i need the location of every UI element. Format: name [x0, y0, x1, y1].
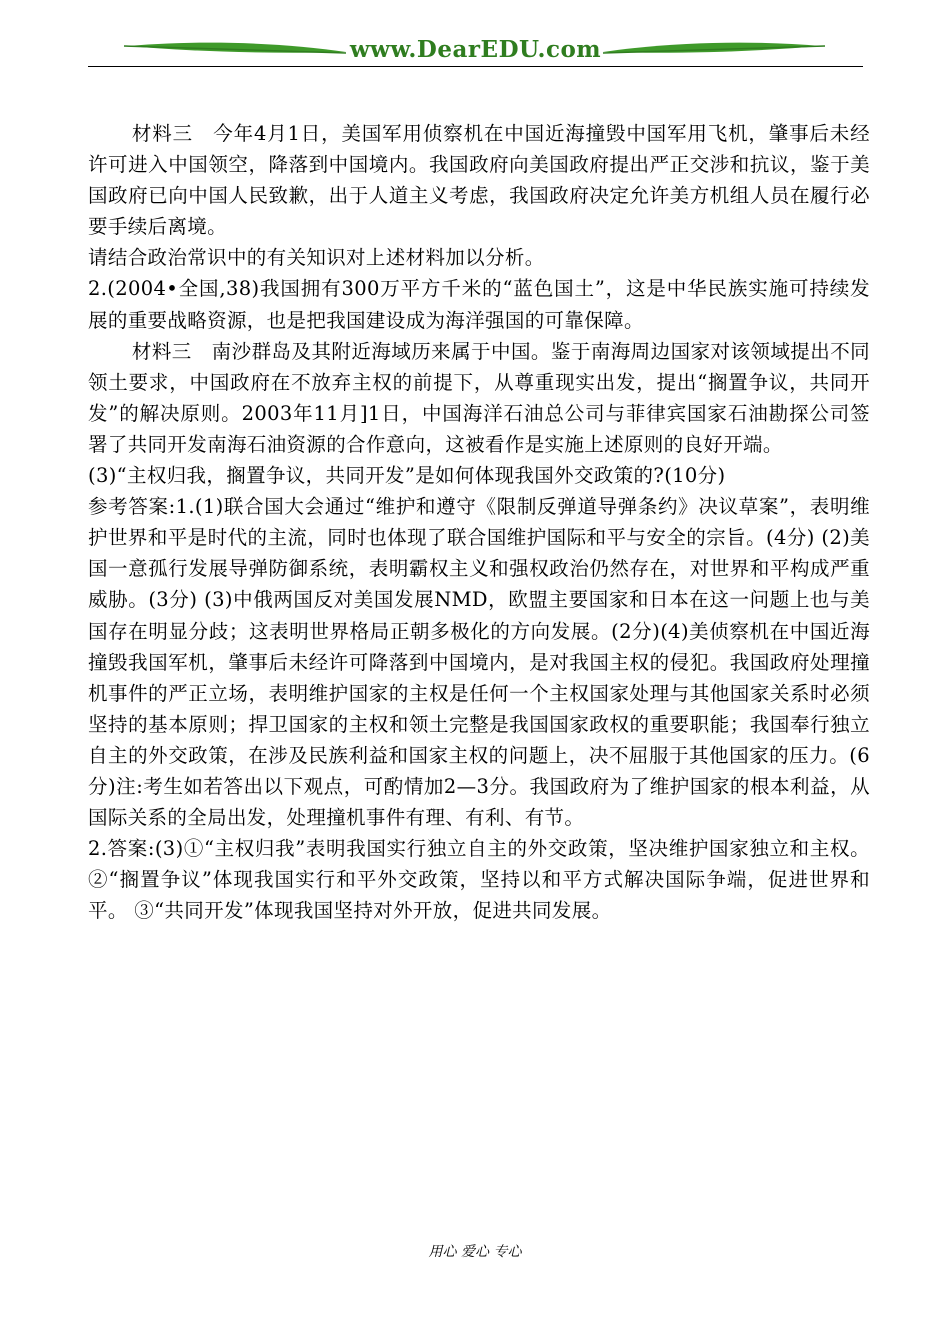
header-divider	[88, 66, 863, 67]
document-body	[88, 118, 870, 926]
question-two-intro: 2.(2004•全国,38)我国拥有300万平方千米的“蓝色国土”，这是中华民族实施可持续发展的重要战略资源，也是把我国建设成为海洋强国的可靠保障。	[88, 277, 870, 332]
reference-answer-one: 参考答案:1.(1)联合国大会通过“维护和遵守《限制反弹道导弹条约》决议草案”，表明维护世界和平是时代的主流，同时也体现了联合国维护国际和平与安全的宗旨。(4分) (2)美国一意孤行发展导弹防御系统，表明霸权主义和强权政治仍然存在，对世界和平构成严重威胁。(3分) (3)中俄两国反对美国发展NMD，欧盟主要国家和日本在这一问题上也与美国存在明显分歧；这表明世界格局正朝多极化的方向发展。(2分)(4)美侦察机在中国近海撞毁我国军机，肇事后未经许可降落到中国境内，是对我国主权的侵犯。我国政府处理撞机事件的严正立场，表明维护国家的主权是任何一个主权国家处理与其他国家关系时必须坚持的基本原则；捍卫国家的主权和领土完整是我国国家政权的重要职能；我国奉行独立自主的外交政策，在涉及民族利益和国家主权的问题上，决不屈服于其他国家的压力。(6分)注:考生如若答出以下观点，可酌情加2—3分。我国政府为了维护国家的根本利益，从国际关系的全局出发，处理撞机事件有理、有利、有节。	[88, 495, 870, 830]
material-three-paragraph: 材料三 今年4月1日，美国军用侦察机在中国近海撞毁中国军用飞机，肇事后未经许可进入中国领空，降落到中国境内。我国政府向美国政府提出严正交涉和抗议，鉴于美国政府已向中国人民致歉，出于人道主义考虑，我国政府决定允许美方机组人员在履行必要手续后离境。	[88, 122, 870, 239]
question-three: (3)“主权归我，搁置争议，共同开发”是如何体现我国外交政策的?(10分)	[88, 464, 726, 488]
site-url[interactable]: www.DearEDU.com	[349, 36, 602, 63]
nansha-material-paragraph: 材料三 南沙群岛及其附近海域历来属于中国。鉴于南海周边国家对该领域提出不同领土要求，中国政府在不放弃主权的前提下，从尊重现实出发，提出“搁置争议，共同开发”的解决原则。2003年11月]1日，中国海洋石油总公司与菲律宾国家石油勘探公司签署了共同开发南海石油资源的合作意向，这被看作是实施上述原则的良好开端。	[88, 339, 870, 456]
analysis-prompt: 请结合政治常识中的有关知识对上述材料加以分析。	[88, 246, 545, 270]
reference-answer-two: 2.答案:(3)①“主权归我”表明我国实行独立自主的外交政策，坚决维护国家独立和主权。②“搁置争议”体现我国实行和平外交政策，坚持以和平方式解决国际争端，促进世界和平。 ③“共同开发”体现我国坚持对外开放，促进共同发展。	[88, 837, 870, 923]
footer-slogan: 用心 爱心 专心	[428, 1244, 522, 1260]
